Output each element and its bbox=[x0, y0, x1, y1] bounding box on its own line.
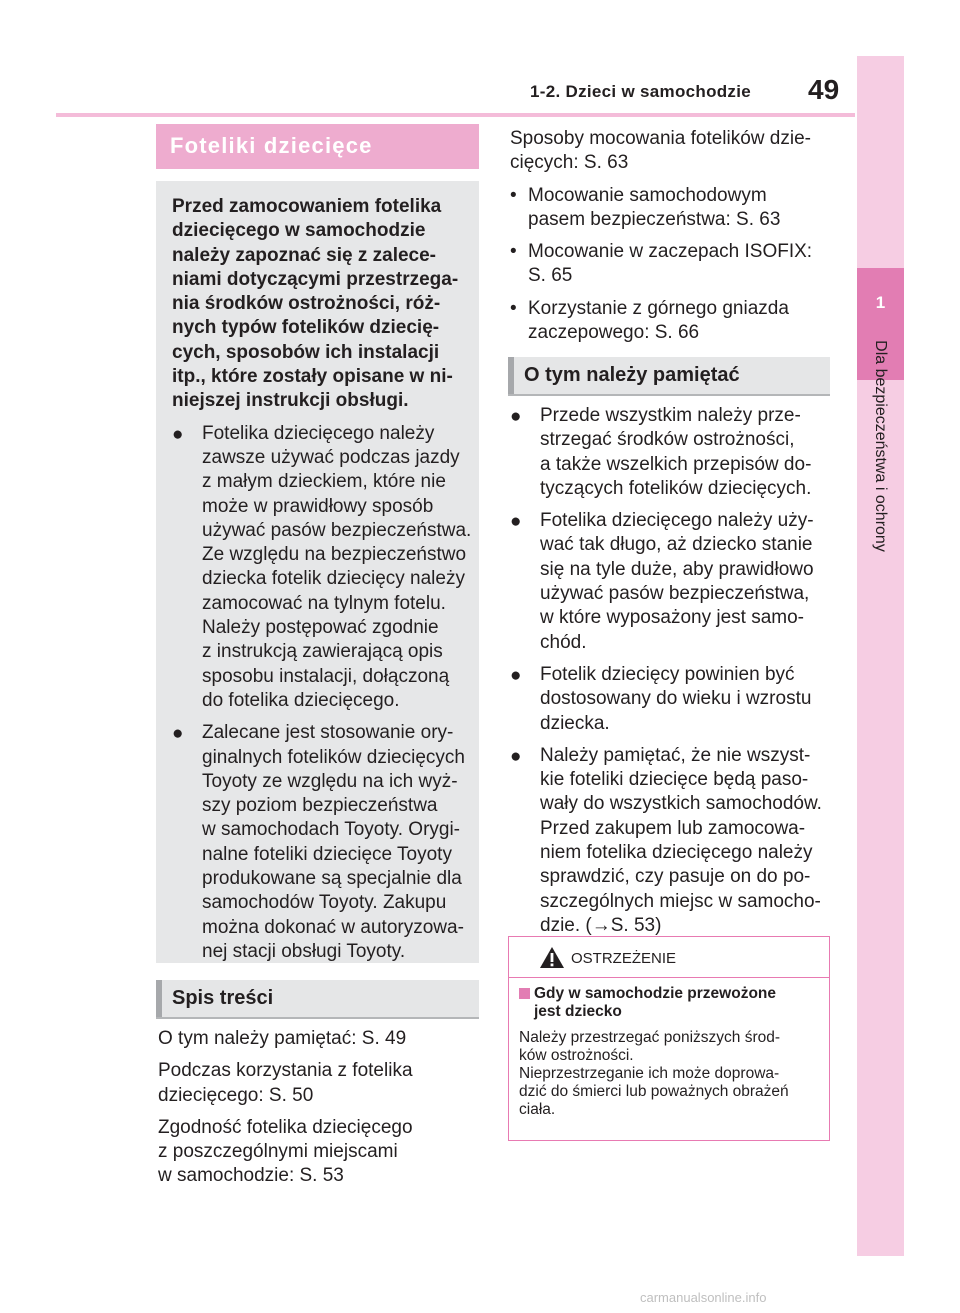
text-line: Zgodność fotelika dziecięcego bbox=[158, 1116, 413, 1138]
section-title: 1-2. Dzieci w samochodzie bbox=[530, 82, 752, 101]
text-line: nych typów fotelików dziecię- bbox=[172, 317, 440, 339]
warning-triangle-icon bbox=[539, 946, 565, 969]
text-line: wać tak długo, aż dziecko stanie bbox=[540, 534, 813, 556]
text-line: dziecka fotelik dziecięcy należy bbox=[202, 568, 465, 590]
text-line: nej stacji obsługi Toyoty. bbox=[202, 940, 406, 962]
intro-paragraph bbox=[172, 195, 477, 414]
text-line: Mocowanie w zaczepach ISOFIX: bbox=[528, 241, 813, 263]
main-heading bbox=[156, 124, 479, 169]
text-line: Gdy w samochodzie przewożone bbox=[534, 985, 777, 1002]
warning-text bbox=[519, 1029, 821, 1119]
warning-box bbox=[508, 936, 830, 1141]
bullet-text bbox=[540, 663, 840, 736]
text-line: Należy pamiętać, że nie wszyst- bbox=[540, 744, 811, 766]
bullet-icon: ● bbox=[510, 745, 522, 767]
text-line: dziecięcego: S. 50 bbox=[158, 1084, 314, 1106]
text-line: cych, sposobów ich instalacji bbox=[172, 341, 440, 363]
text-line: można dokonać w autoryzowa- bbox=[202, 916, 464, 938]
text-line: w samochodzie: S. 53 bbox=[158, 1165, 344, 1187]
text-line: dostosowany do wieku i wzrostu bbox=[540, 688, 812, 710]
warning-subheading bbox=[519, 985, 821, 1021]
text-line: cięcych: S. 63 bbox=[510, 152, 629, 174]
text-line: Fotelik dziecięcy powinien być bbox=[540, 663, 795, 685]
text-line: ginalnych fotelików dziecięcych bbox=[202, 746, 465, 768]
toc-link-3[interactable] bbox=[158, 1116, 478, 1189]
text-line: z instrukcją zawierającą opis bbox=[202, 641, 443, 663]
bullet-text[interactable] bbox=[540, 744, 840, 938]
text-line: Przed zakupem lub zamocowa- bbox=[540, 817, 806, 839]
intro-bullet-1 bbox=[172, 422, 477, 714]
text-line: zaczepowego: S. 66 bbox=[528, 322, 700, 344]
toc-list bbox=[158, 1027, 478, 1197]
mount-item-text bbox=[528, 240, 840, 289]
bullet-text bbox=[202, 721, 477, 964]
text-line: chód. bbox=[540, 631, 587, 653]
square-bullet-icon bbox=[519, 988, 530, 999]
remember-bullet-4 bbox=[510, 744, 840, 938]
text-line: jest dziecko bbox=[534, 1003, 622, 1020]
mount-item-1[interactable] bbox=[510, 184, 840, 233]
warning-label: OSTRZEŻENIE bbox=[571, 950, 677, 967]
main-heading-text: Foteliki dziecięce bbox=[170, 133, 373, 158]
remember-heading bbox=[508, 357, 830, 396]
dot-icon: • bbox=[510, 241, 517, 263]
bullet-icon: ● bbox=[510, 664, 522, 686]
text-line: sprawdzić, czy pasuje on do po- bbox=[540, 866, 811, 888]
text-line: wały do wszystkich samochodów. bbox=[540, 793, 822, 815]
text-line: dzić do śmierci lub poważnych obrażeń bbox=[519, 1083, 789, 1100]
text-line: itp., które zostały opisane w ni- bbox=[172, 366, 453, 388]
bullet-icon: ● bbox=[172, 423, 184, 445]
text-line: do fotelika dziecięcego. bbox=[202, 689, 400, 711]
bullet-icon: ● bbox=[510, 406, 522, 427]
dot-icon: • bbox=[510, 184, 517, 206]
remember-bullet-1 bbox=[510, 404, 840, 501]
text-line: Ze względu na bezpieczeństwo bbox=[202, 544, 467, 566]
bullet-text bbox=[540, 404, 840, 501]
text-line: sposobu instalacji, dołączoną bbox=[202, 665, 450, 687]
text-line: ciała. bbox=[519, 1101, 556, 1118]
text-line: w samochodach Toyoty. Orygi- bbox=[202, 819, 461, 841]
warning-subheading-text bbox=[534, 985, 821, 1021]
text-line: Mocowanie samochodowym bbox=[528, 184, 767, 206]
text-line: Zalecane jest stosowanie ory- bbox=[202, 722, 454, 744]
text-line: S. 65 bbox=[528, 265, 573, 287]
text-line: należy zapoznać się z zalece- bbox=[172, 244, 437, 266]
remember-bullet-2 bbox=[510, 509, 840, 655]
remember-heading-text: O tym należy pamiętać bbox=[524, 364, 740, 386]
bullet-icon: ● bbox=[172, 723, 184, 745]
text-line: Korzystanie z górnego gniazda bbox=[528, 297, 789, 319]
toc-link-2[interactable] bbox=[158, 1059, 478, 1108]
text-line: używać pasów bezpieczeństwa, bbox=[540, 583, 810, 605]
mount-section bbox=[510, 127, 840, 353]
toc-link-1[interactable] bbox=[158, 1027, 478, 1051]
watermark: carmanualsonline.info bbox=[640, 1290, 767, 1305]
text-line: samochodów Toyoty. Zakupu bbox=[202, 892, 447, 914]
text-line: tyczących fotelików dziecięcych. bbox=[540, 477, 812, 499]
chapter-tab-strip bbox=[857, 56, 904, 1256]
mount-item-2[interactable] bbox=[510, 240, 840, 289]
dot-icon: • bbox=[510, 297, 517, 319]
text-line: niami dotyczącymi przestrzega- bbox=[172, 268, 459, 290]
intro-text bbox=[172, 195, 477, 972]
mount-intro[interactable] bbox=[510, 127, 840, 176]
text-line: w które wyposażony jest samo- bbox=[540, 607, 804, 629]
remember-list bbox=[510, 404, 840, 946]
text-line: nalne foteliki dziecięce Toyoty bbox=[202, 843, 452, 865]
text-line: Należy przestrzegać poniższych środ- bbox=[519, 1029, 781, 1046]
mount-item-text bbox=[528, 297, 840, 346]
text-line: może w prawidłowy sposób bbox=[202, 495, 434, 517]
intro-bullet-2 bbox=[172, 721, 477, 964]
text-line: Fotelika dziecięcego należy uży- bbox=[540, 510, 814, 532]
text-line: z małym dzieckiem, które nie bbox=[202, 471, 446, 493]
mount-item-text bbox=[528, 184, 840, 233]
warning-header bbox=[509, 937, 829, 978]
text-line: zamocować na tylnym fotelu. bbox=[202, 592, 446, 614]
text-line: niem fotelika dziecięcego należy bbox=[540, 842, 813, 864]
text-line: Nieprzestrzeganie ich może doprowa- bbox=[519, 1065, 780, 1082]
chapter-title: Dla bezpieczeństwa i ochrony bbox=[872, 340, 889, 552]
text-line: Należy postępować zgodnie bbox=[202, 617, 439, 639]
toc-heading bbox=[156, 980, 479, 1019]
text-line: z poszczególnymi miejscami bbox=[158, 1141, 398, 1163]
text-line: O tym należy pamiętać: S. 49 bbox=[158, 1028, 407, 1049]
chapter-number: 1 bbox=[875, 293, 886, 312]
text-line: nia środków ostrożności, róż- bbox=[172, 293, 441, 315]
text-line: ków ostrożności. bbox=[519, 1047, 634, 1064]
bullet-text bbox=[202, 422, 477, 714]
text-line: pasem bezpieczeństwa: S. 63 bbox=[528, 208, 781, 230]
text-line: produkowane są specjalnie dla bbox=[202, 868, 462, 890]
text-line: zawsze używać podczas jazdy bbox=[202, 446, 460, 468]
text-line: a także wszelkich przepisów do- bbox=[540, 453, 812, 475]
text-line: się na tyle duże, aby prawidłowo bbox=[540, 558, 814, 580]
remember-bullet-3 bbox=[510, 663, 840, 736]
bullet-icon: ● bbox=[510, 511, 522, 533]
header-rule bbox=[56, 113, 855, 117]
mount-item-3[interactable] bbox=[510, 297, 840, 346]
text-line: niejszej instrukcji obsługi. bbox=[172, 390, 409, 412]
toc-heading-text: Spis treści bbox=[172, 987, 274, 1009]
text-line: Toyoty ze względu na ich wyż- bbox=[202, 770, 458, 792]
text-line: strzegać środków ostrożności, bbox=[540, 429, 795, 451]
text-line: dziecka. bbox=[540, 712, 610, 734]
text-line: kie foteliki dziecięce będą paso- bbox=[540, 769, 809, 791]
warning-body bbox=[519, 985, 821, 1119]
text-line: szczególnych miejsc w samocho- bbox=[540, 890, 821, 912]
text-line: Przed zamocowaniem fotelika bbox=[172, 196, 442, 217]
text-line: Przede wszystkim należy prze- bbox=[540, 405, 801, 426]
text-line: Fotelika dziecięcego należy bbox=[202, 422, 435, 444]
text-line: Sposoby mocowania fotelików dzie- bbox=[510, 128, 811, 149]
text-line: Podczas korzystania z fotelika bbox=[158, 1060, 413, 1082]
text-line: dziecięcego w samochodzie bbox=[172, 220, 426, 242]
bullet-text bbox=[540, 509, 840, 655]
text-line: dzie. (→S. 53) bbox=[540, 914, 662, 936]
page-number: 49 bbox=[808, 74, 840, 105]
text-line: używać pasów bezpieczeństwa. bbox=[202, 519, 472, 541]
text-line: szy poziom bezpieczeństwa bbox=[202, 795, 438, 817]
